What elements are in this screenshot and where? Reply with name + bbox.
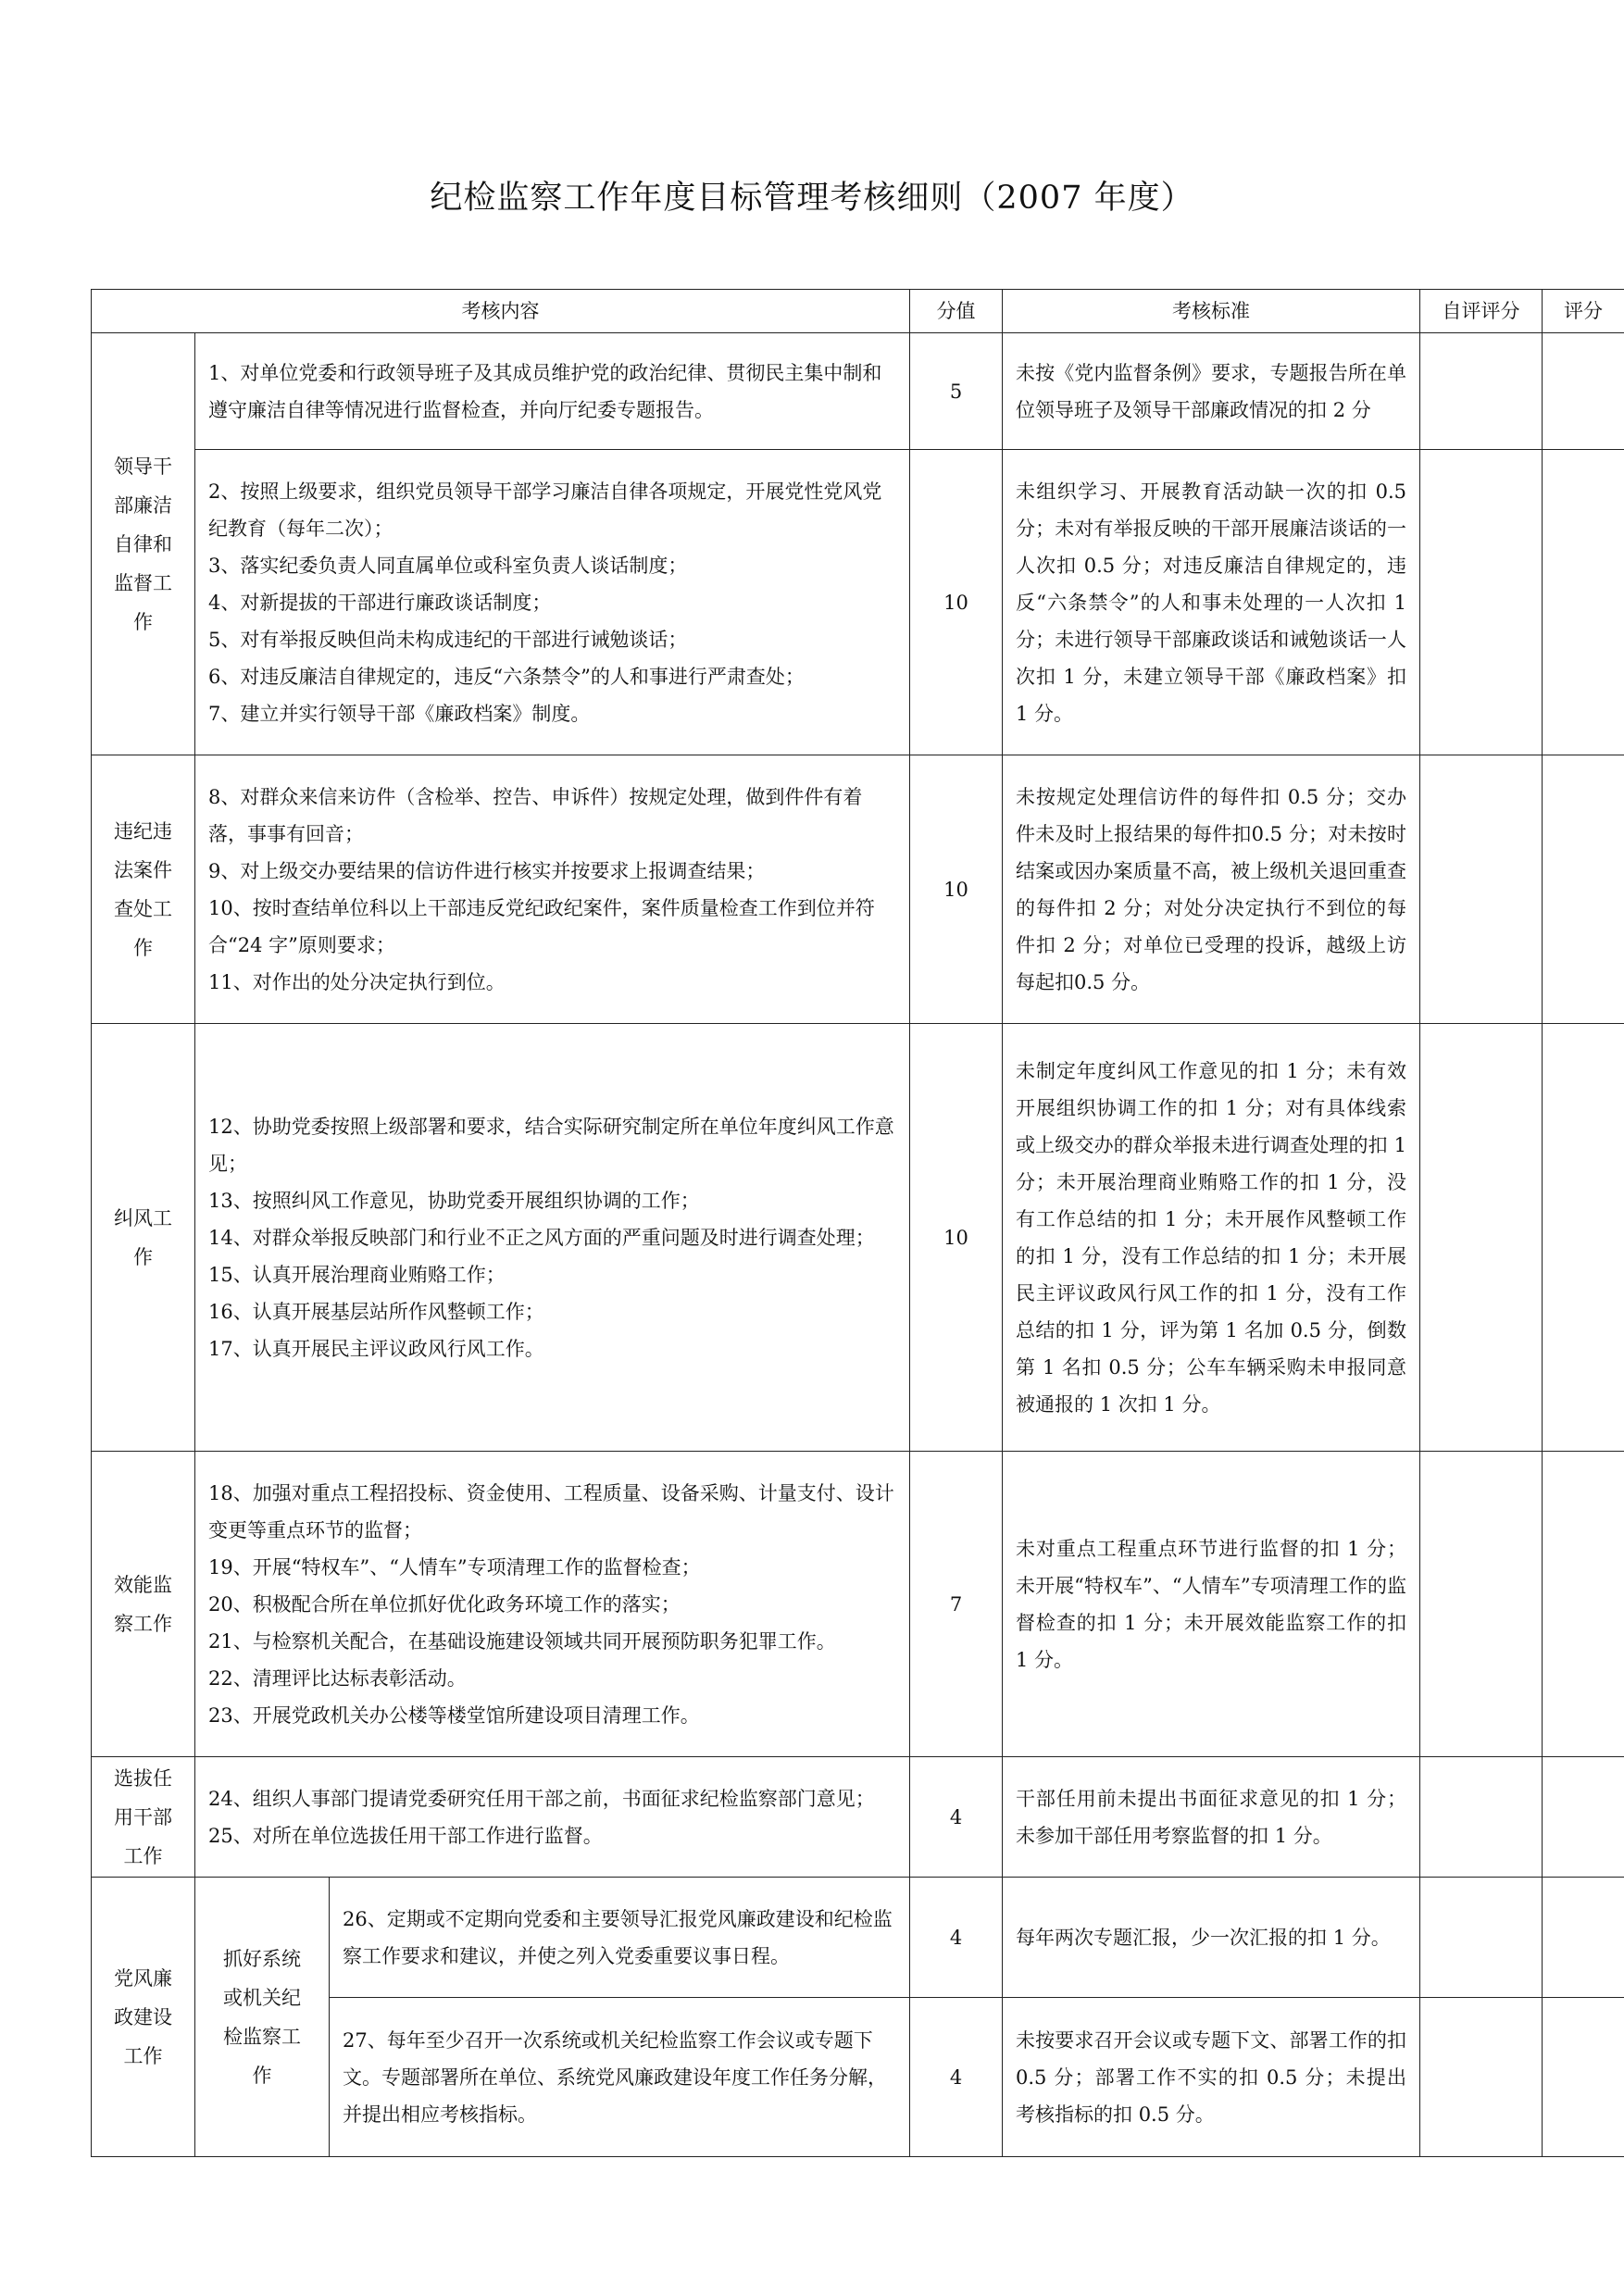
item-text: 5、对有举报反映但尚未构成违纪的干部进行诫勉谈话；	[208, 628, 688, 651]
item-text: 4、对新提拔的干部进行廉政谈话制度；	[208, 591, 552, 614]
standard-cell: 未按要求召开会议或专题下文、部署工作的扣 0.5 分；部署工作不实的扣 0.5 分；未提出考核指标的扣 0.5 分。	[1003, 1998, 1420, 2157]
final-score-cell	[1543, 1878, 1624, 1998]
item-text: 3、落实纪委负责人同直属单位或科室负责人谈话制度；	[208, 554, 688, 577]
content-cell	[195, 333, 910, 450]
table-row	[92, 755, 1624, 1024]
score-cell: 4	[910, 1757, 1003, 1878]
item-text: 1、对单位党委和行政领导班子及其成员维护党的政治纪律、贯彻民主集中制和遵守廉洁自律等情况进行监督检查，并向厅纪委专题报告。	[208, 361, 882, 421]
item-text: 12、协助党委按照上级部署和要求，结合实际研究制定所在单位年度纠风工作意见；	[208, 1115, 894, 1175]
final-score-cell	[1543, 1757, 1624, 1878]
category-cell: 领导干部廉洁自律和监督工作	[92, 333, 195, 755]
final-score-cell	[1543, 1452, 1624, 1757]
standard-cell: 干部任用前未提出书面征求意见的扣 1 分；未参加干部任用考察监督的扣 1 分。	[1003, 1757, 1420, 1878]
self-score-cell	[1420, 1878, 1543, 1998]
item-text: 17、认真开展民主评议政风行风工作。	[208, 1337, 544, 1360]
score-cell: 5	[910, 333, 1003, 450]
header-final-score: 评分	[1543, 290, 1624, 333]
item-text: 13、按照纠风工作意见，协助党委开展组织协调的工作；	[208, 1189, 700, 1212]
standard-cell: 未按《党内监督条例》要求，专题报告所在单位领导班子及领导干部廉政情况的扣 2 分	[1003, 333, 1420, 450]
item-text: 6、对违反廉洁自律规定的，违反“六条禁令”的人和事进行严肃查处；	[208, 665, 805, 688]
item-text: 8、对群众来信来访件（含检举、控告、申诉件）按规定处理，做到件件有着落，事事有回音；	[208, 785, 863, 845]
header-content: 考核内容	[92, 290, 910, 333]
item-text: 16、认真开展基层站所作风整顿工作；	[208, 1300, 544, 1323]
item-text: 11、对作出的处分决定执行到位。	[208, 970, 506, 993]
table-row	[92, 1024, 1624, 1452]
item-text: 20、积极配合所在单位抓好优化政务环境工作的落实；	[208, 1592, 681, 1616]
score-cell: 7	[910, 1452, 1003, 1757]
table-row	[92, 1757, 1624, 1878]
header-score: 分值	[910, 290, 1003, 333]
header-row	[92, 290, 1624, 333]
score-cell: 10	[910, 755, 1003, 1024]
item-text: 7、建立并实行领导干部《廉政档案》制度。	[208, 702, 591, 725]
item-text: 18、加强对重点工程招投标、资金使用、工程质量、设备采购、计量支付、设计变更等重点环节的监督；	[208, 1481, 894, 1541]
item-text: 21、与检察机关配合，在基础设施建设领域共同开展预防职务犯罪工作。	[208, 1629, 836, 1653]
assessment-table	[91, 289, 1624, 2157]
subcategory-cell: 抓好系统或机关纪检监察工作	[195, 1878, 330, 2157]
category-cell: 党风廉政建设工作	[92, 1878, 195, 2157]
self-score-cell	[1420, 333, 1543, 450]
category-cell: 违纪违法案件查处工作	[92, 755, 195, 1024]
item-text: 24、组织人事部门提请党委研究任用干部之前，书面征求纪检监察部门意见；	[208, 1787, 875, 1810]
content-cell	[330, 1878, 910, 1998]
final-score-cell	[1543, 1024, 1624, 1452]
category-cell: 效能监察工作	[92, 1452, 195, 1757]
item-text: 27、每年至少召开一次系统或机关纪检监察工作会议或专题下文。专题部署所在单位、系统党风廉政建设年度工作任务分解，并提出相应考核指标。	[343, 2028, 887, 2126]
standard-cell: 未制定年度纠风工作意见的扣 1 分；未有效开展组织协调工作的扣 1 分；对有具体线索或上级交办的群众举报未进行调查处理的扣 1 分；未开展治理商业贿赂工作的扣 1 分，没有工作总结的扣 1 分；未开展作风整顿工作的扣 1 分，没有工作总结的扣 1 分；未开展民主评议政风行风工作的扣 1 分，没有工作总结的扣 1 分，评为第 1 名加 0.5 分，倒数第 1 名扣 0.5 分；公车车辆采购未申报同意被通报的 1 次扣 1 分。	[1003, 1024, 1420, 1452]
content-cell	[195, 1452, 910, 1757]
table-row	[92, 450, 1624, 755]
self-score-cell	[1420, 1998, 1543, 2157]
item-text: 23、开展党政机关办公楼等楼堂馆所建设项目清理工作。	[208, 1703, 700, 1727]
category-cell: 选拔任用干部工作	[92, 1757, 195, 1878]
score-cell: 10	[910, 450, 1003, 755]
header-self-score: 自评评分	[1420, 290, 1543, 333]
self-score-cell	[1420, 1757, 1543, 1878]
self-score-cell	[1420, 450, 1543, 755]
self-score-cell	[1420, 1452, 1543, 1757]
item-text: 10、按时查结单位科以上干部违反党纪政纪案件，案件质量检查工作到位并符合“24 字”原则要求；	[208, 896, 875, 956]
score-cell: 4	[910, 1878, 1003, 1998]
standard-cell: 未对重点工程重点环节进行监督的扣 1 分；未开展“特权车”、“人情车”专项清理工作的监督检查的扣 1 分；未开展效能监察工作的扣 1 分。	[1003, 1452, 1420, 1757]
content-cell	[330, 1998, 910, 2157]
content-cell	[195, 450, 910, 755]
content-cell	[195, 1024, 910, 1452]
item-text: 19、开展“特权车”、“人情车”专项清理工作的监督检查；	[208, 1555, 701, 1578]
item-text: 14、对群众举报反映部门和行业不正之风方面的严重问题及时进行调查处理；	[208, 1226, 875, 1249]
final-score-cell	[1543, 1998, 1624, 2157]
final-score-cell	[1543, 333, 1624, 450]
score-cell: 10	[910, 1024, 1003, 1452]
self-score-cell	[1420, 1024, 1543, 1452]
final-score-cell	[1543, 450, 1624, 755]
item-text: 2、按照上级要求，组织党员领导干部学习廉洁自律各项规定，开展党性党风党纪教育（每年二次）；	[208, 480, 882, 540]
item-text: 26、定期或不定期向党委和主要领导汇报党风廉政建设和纪检监察工作要求和建议，并使之列入党委重要议事日程。	[343, 1907, 893, 1967]
item-text: 25、对所在单位选拔任用干部工作进行监督。	[208, 1824, 603, 1847]
item-text: 22、清理评比达标表彰活动。	[208, 1666, 467, 1690]
document-title: 纪检监察工作年度目标管理考核细则（2007 年度）	[430, 180, 1194, 217]
standard-cell: 每年两次专题汇报，少一次汇报的扣 1 分。	[1003, 1878, 1420, 1998]
table-row	[92, 1878, 1624, 1998]
standard-cell: 未组织学习、开展教育活动缺一次的扣 0.5 分；未对有举报反映的干部开展廉洁谈话的一人次扣 0.5 分；对违反廉洁自律规定的，违反“六条禁令”的人和事未处理的一人次扣 1 分；未进行领导干部廉政谈话和诫勉谈话一人次扣 1 分，未建立领导干部《廉政档案》扣 1 分。	[1003, 450, 1420, 755]
final-score-cell	[1543, 755, 1624, 1024]
item-text: 9、对上级交办要结果的信访件进行核实并按要求上报调查结果；	[208, 859, 766, 882]
header-standard: 考核标准	[1003, 290, 1420, 333]
category-cell: 纠风工作	[92, 1024, 195, 1452]
score-cell: 4	[910, 1998, 1003, 2157]
content-cell	[195, 1757, 910, 1878]
item-text: 15、认真开展治理商业贿赂工作；	[208, 1263, 506, 1286]
content-cell	[195, 755, 910, 1024]
table-row	[92, 1452, 1624, 1757]
table-row	[92, 333, 1624, 450]
self-score-cell	[1420, 755, 1543, 1024]
standard-cell: 未按规定处理信访件的每件扣 0.5 分；交办件未及时上报结果的每件扣0.5 分；对未按时结案或因办案质量不高，被上级机关退回重查的每件扣 2 分；对处分决定执行不到位的每件扣 2 分；对单位已受理的投诉，越级上访每起扣0.5 分。	[1003, 755, 1420, 1024]
